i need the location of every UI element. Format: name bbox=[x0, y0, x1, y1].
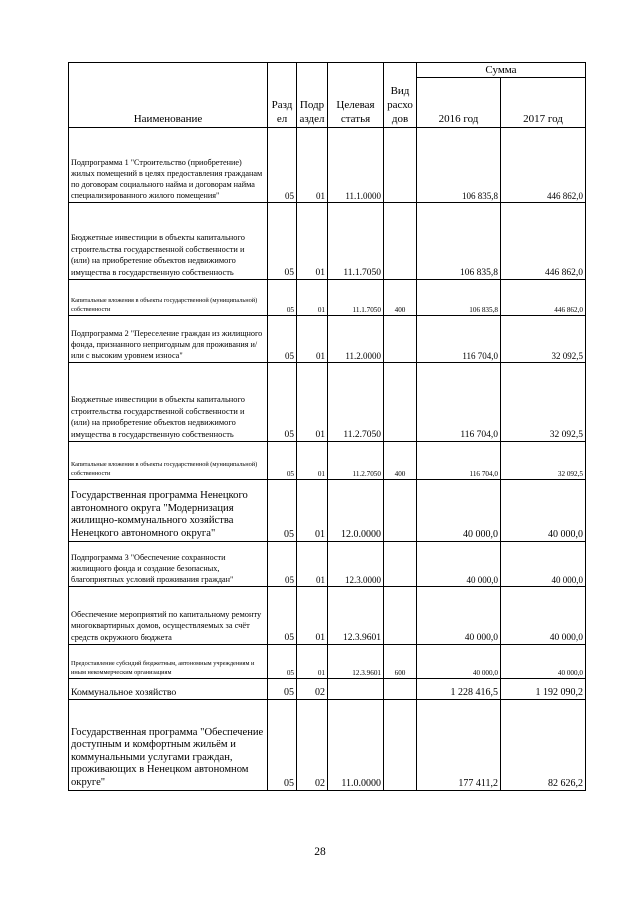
cell-name: Обеспечение мероприятий по капитальному ремонту многоквартирных домов, осуществляемых за счёт средств окружного бюджета bbox=[69, 587, 268, 645]
cell-type: 600 bbox=[384, 645, 417, 679]
table-row bbox=[69, 128, 586, 203]
cell-name: Подпрограмма 2 "Переселение граждан из жилищного фонда, признанного непригодным для проживания и/или с высоким уровнем износа" bbox=[69, 316, 268, 363]
cell-subsection: 01 bbox=[297, 128, 328, 203]
cell-y2017: 40 000,0 bbox=[501, 480, 586, 542]
cell-target: 12.3.9601 bbox=[328, 587, 384, 645]
cell-subsection: 01 bbox=[297, 645, 328, 679]
cell-subsection: 01 bbox=[297, 542, 328, 587]
cell-subsection: 01 bbox=[297, 316, 328, 363]
cell-subsection: 02 bbox=[297, 679, 328, 700]
table-row bbox=[69, 280, 586, 316]
cell-name: Государственная программа "Обеспечение доступным и комфортным жильём и коммунальными услугами граждан, проживающих в Ненецком автономном округе" bbox=[69, 700, 268, 791]
cell-y2016: 116 704,0 bbox=[417, 363, 501, 442]
cell-section: 05 bbox=[268, 480, 297, 542]
cell-y2017: 82 626,2 bbox=[501, 700, 586, 791]
cell-y2016: 40 000,0 bbox=[417, 587, 501, 645]
cell-section: 05 bbox=[268, 203, 297, 280]
cell-y2016: 177 411,2 bbox=[417, 700, 501, 791]
cell-section: 05 bbox=[268, 542, 297, 587]
cell-type: 400 bbox=[384, 442, 417, 480]
cell-target: 12.0.0000 bbox=[328, 480, 384, 542]
cell-section: 05 bbox=[268, 363, 297, 442]
cell-y2017: 446 862,0 bbox=[501, 280, 586, 316]
cell-subsection: 01 bbox=[297, 480, 328, 542]
table-row bbox=[69, 203, 586, 280]
cell-type: 400 bbox=[384, 280, 417, 316]
cell-y2016: 40 000,0 bbox=[417, 645, 501, 679]
cell-subsection: 02 bbox=[297, 700, 328, 791]
cell-y2017: 32 092,5 bbox=[501, 316, 586, 363]
cell-y2017: 446 862,0 bbox=[501, 203, 586, 280]
cell-subsection: 01 bbox=[297, 587, 328, 645]
cell-name: Подпрограмма 3 "Обеспечение сохранности жилищного фонда и создание безопасных, благоприятных условий проживания граждан" bbox=[69, 542, 268, 587]
cell-target: 11.2.7050 bbox=[328, 363, 384, 442]
cell-section: 05 bbox=[268, 645, 297, 679]
cell-target: 11.2.7050 bbox=[328, 442, 384, 480]
header-row-top bbox=[69, 63, 586, 78]
cell-target: 12.3.0000 bbox=[328, 542, 384, 587]
cell-subsection: 01 bbox=[297, 203, 328, 280]
cell-y2016: 1 228 416,5 bbox=[417, 679, 501, 700]
budget-table bbox=[68, 62, 586, 791]
cell-type bbox=[384, 363, 417, 442]
cell-subsection: 01 bbox=[297, 442, 328, 480]
header-type: Вид расхо дов bbox=[384, 63, 417, 128]
cell-name: Капитальные вложения в объекты государственной (муниципальной) собственности bbox=[69, 442, 268, 480]
table-row bbox=[69, 587, 586, 645]
cell-target: 11.1.0000 bbox=[328, 128, 384, 203]
cell-subsection: 01 bbox=[297, 363, 328, 442]
table-row bbox=[69, 645, 586, 679]
table-row bbox=[69, 363, 586, 442]
cell-y2017: 40 000,0 bbox=[501, 542, 586, 587]
header-target: Целевая статья bbox=[328, 63, 384, 128]
cell-section: 05 bbox=[268, 442, 297, 480]
cell-y2017: 40 000,0 bbox=[501, 587, 586, 645]
table-row bbox=[69, 316, 586, 363]
cell-y2016: 106 835,8 bbox=[417, 280, 501, 316]
cell-target bbox=[328, 679, 384, 700]
cell-type bbox=[384, 542, 417, 587]
cell-target: 11.0.0000 bbox=[328, 700, 384, 791]
cell-target: 11.2.0000 bbox=[328, 316, 384, 363]
cell-y2016: 106 835,8 bbox=[417, 128, 501, 203]
table-row bbox=[69, 480, 586, 542]
header-year-2016: 2016 год bbox=[417, 78, 501, 128]
cell-type bbox=[384, 316, 417, 363]
cell-y2017: 32 092,5 bbox=[501, 442, 586, 480]
cell-y2016: 116 704,0 bbox=[417, 442, 501, 480]
cell-section: 05 bbox=[268, 316, 297, 363]
cell-section: 05 bbox=[268, 587, 297, 645]
cell-y2017: 32 092,5 bbox=[501, 363, 586, 442]
header-year-2017: 2017 год bbox=[501, 78, 586, 128]
cell-y2017: 1 192 090,2 bbox=[501, 679, 586, 700]
cell-name: Бюджетные инвестиции в объекты капитального строительства государственной собственности и (или) на приобретение объектов недвижимого имущества в государственную собственность bbox=[69, 203, 268, 280]
cell-name: Капитальные вложения в объекты государственной (муниципальной) собственности bbox=[69, 280, 268, 316]
cell-target: 12.3.9601 bbox=[328, 645, 384, 679]
cell-name: Государственная программа Ненецкого автономного округа "Модернизация жилищно-коммунального хозяйства Ненецкого автономного округа" bbox=[69, 480, 268, 542]
cell-section: 05 bbox=[268, 679, 297, 700]
cell-type bbox=[384, 679, 417, 700]
cell-target: 11.1.7050 bbox=[328, 203, 384, 280]
cell-section: 05 bbox=[268, 700, 297, 791]
cell-name: Бюджетные инвестиции в объекты капитального строительства государственной собственности и (или) на приобретение объектов недвижимого имущества в государственную собственность bbox=[69, 363, 268, 442]
cell-name: Коммунальное хозяйство bbox=[69, 679, 268, 700]
cell-y2016: 116 704,0 bbox=[417, 316, 501, 363]
cell-type bbox=[384, 128, 417, 203]
table-row bbox=[69, 700, 586, 791]
header-section: Разд ел bbox=[268, 63, 297, 128]
cell-y2016: 40 000,0 bbox=[417, 480, 501, 542]
cell-type bbox=[384, 480, 417, 542]
cell-section: 05 bbox=[268, 280, 297, 316]
cell-name: Подпрограмма 1 "Строительство (приобретение) жилых помещений в целях предоставления гражданам по договорам социального найма и договорам найма специализированного жилого помещения" bbox=[69, 128, 268, 203]
cell-target: 11.1.7050 bbox=[328, 280, 384, 316]
page-number: 28 bbox=[314, 846, 326, 858]
cell-y2017: 446 862,0 bbox=[501, 128, 586, 203]
cell-name: Предоставление субсидий бюджетным, автономным учреждениям и иным некоммерческим организациям bbox=[69, 645, 268, 679]
cell-type bbox=[384, 587, 417, 645]
table-row bbox=[69, 442, 586, 480]
cell-type bbox=[384, 700, 417, 791]
cell-y2017: 40 000,0 bbox=[501, 645, 586, 679]
table-row bbox=[69, 679, 586, 700]
header-name: Наименование bbox=[69, 63, 268, 128]
cell-section: 05 bbox=[268, 128, 297, 203]
table-row bbox=[69, 542, 586, 587]
cell-y2016: 40 000,0 bbox=[417, 542, 501, 587]
cell-type bbox=[384, 203, 417, 280]
header-sum: Сумма bbox=[417, 63, 586, 78]
cell-y2016: 106 835,8 bbox=[417, 203, 501, 280]
header-subsection: Подр аздел bbox=[297, 63, 328, 128]
cell-subsection: 01 bbox=[297, 280, 328, 316]
